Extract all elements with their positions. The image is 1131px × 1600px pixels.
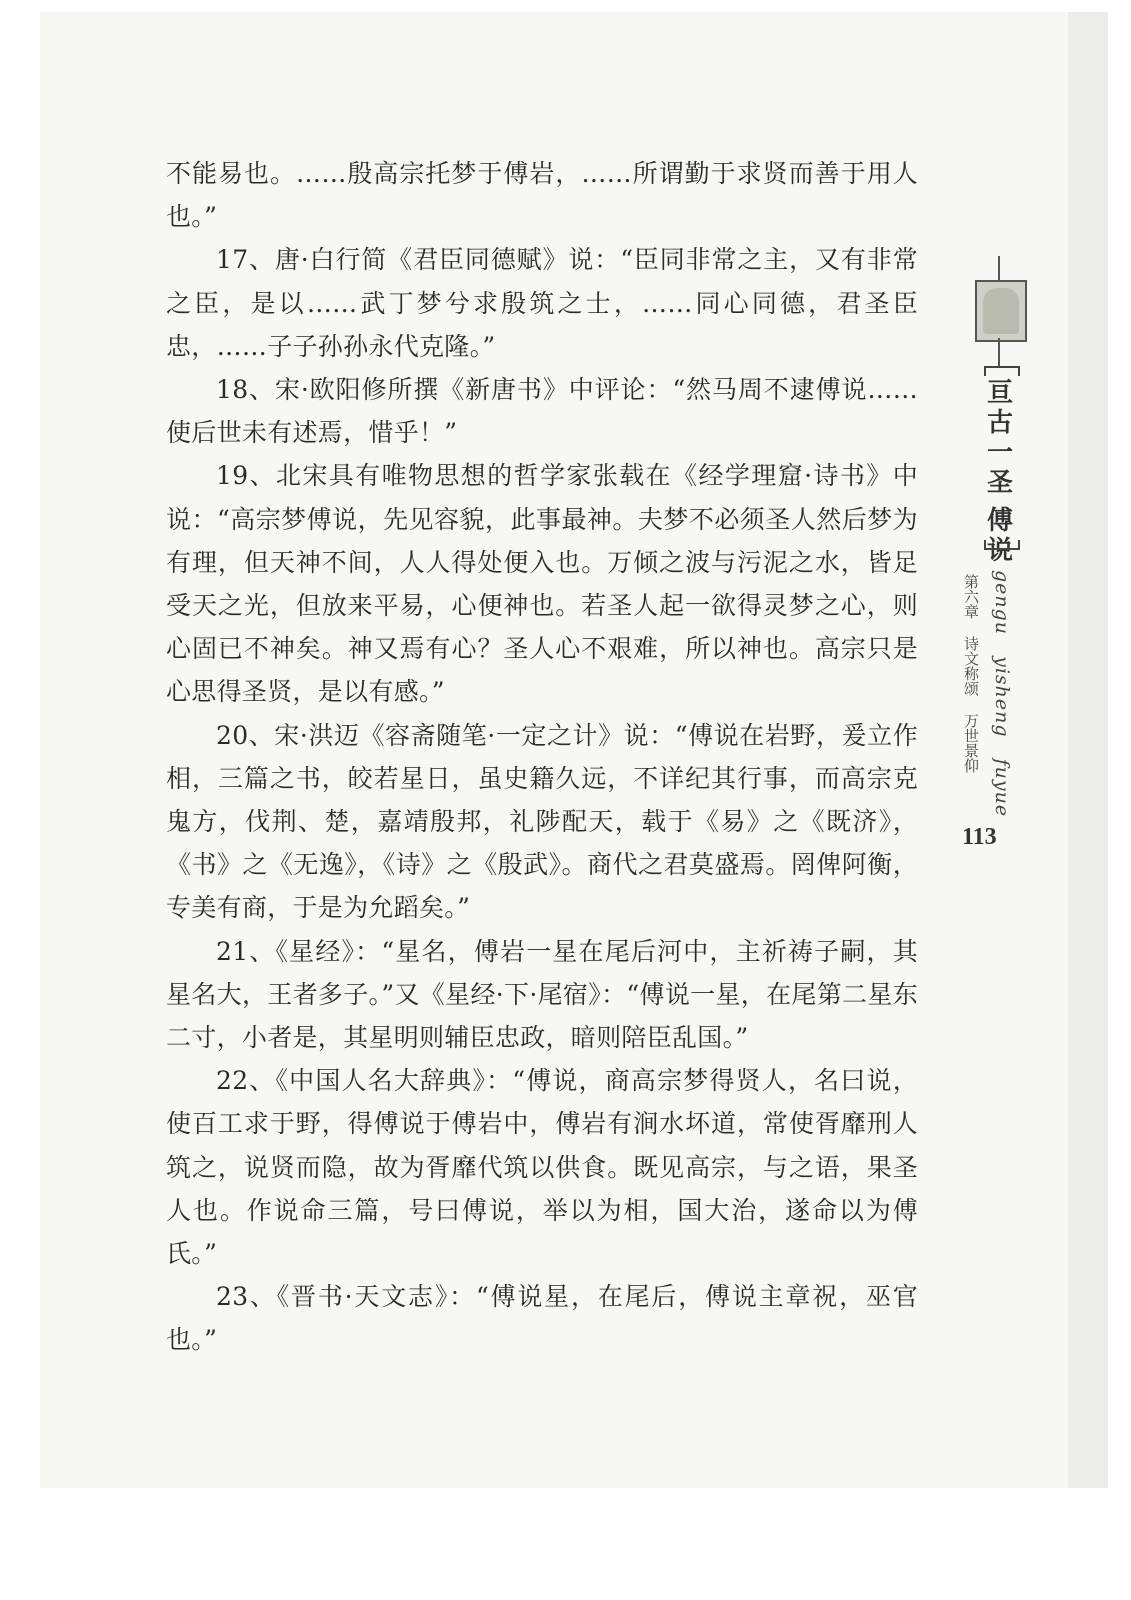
paragraph: 18、宋·欧阳修所撰《新唐书》中评论：“然马周不逮傅说……使后世未有述焉，惜乎！” xyxy=(166,375,918,448)
page-edge xyxy=(1068,12,1108,1488)
author-portrait xyxy=(975,280,1027,342)
pinyin-word: gengu xyxy=(991,570,1013,636)
paragraph: 23、《晋书·天文志》：“傅说星，在尾后，傅说主章祝，巫官也。” xyxy=(166,1282,918,1355)
title-bracket-bottom xyxy=(984,540,1020,550)
pinyin-word: fuyue xyxy=(991,758,1013,818)
paragraph: 17、唐·白行简《君臣同德赋》说：“臣同非常之主，又有非常之臣，是以……武丁梦兮求殷筑之士，……同心同德，君圣臣忠，……子子孙孙永代克隆。” xyxy=(166,245,918,361)
paragraph: 21、《星经》：“星名，傅岩一星在尾后河中，主祈祷子嗣，其星名大，王者多子。”又《星经·下·尾宿》：“傅说一星，在尾第二星东二寸，小者是，其星明则辅臣忠政，暗则陪臣乱国。” xyxy=(166,936,918,1053)
title-bracket-top xyxy=(984,366,1020,376)
title-char: 说 xyxy=(986,536,1013,566)
title-char: 傅 xyxy=(986,506,1013,536)
side-rule-top xyxy=(998,256,1000,280)
side-rule-middle xyxy=(998,338,1000,366)
book-title-vertical xyxy=(981,378,1019,566)
body-text xyxy=(166,152,918,1362)
title-pinyin xyxy=(991,570,1013,817)
title-char: 圣 xyxy=(986,468,1013,498)
chapter-label xyxy=(962,574,980,773)
chapter-number: 第六章 xyxy=(962,574,980,619)
pinyin-word: yisheng xyxy=(991,656,1013,738)
paragraph: 不能易也。……殷高宗托梦于傅岩，……所谓勤于求贤而善于用人也。” xyxy=(166,159,918,232)
chapter-title-part: 万世景仰 xyxy=(962,712,980,773)
paragraph: 20、宋·洪迈《容斋随笔·一定之计》说：“傅说在岩野，爰立作相，三篇之书，皎若星日，虽史籍久远，不详纪其行事，而高宗克鬼方，伐荆、楚，嘉靖殷邦，礼陟配天，载于《易》之《既济》，《书》之《无逸》，《诗》之《殷武》。商代之君莫盛焉。罔俾阿衡，专美有商，于是为允蹈矣。” xyxy=(166,720,918,923)
paragraph: 19、北宋具有唯物思想的哲学家张载在《经学理窟·诗书》中说：“高宗梦傅说，先见容貌，此事最神。夫梦不必须圣人然后梦为有理，但天神不间，人人得处便入也。万倾之波与污泥之水，皆足受天之光，但放来平易，心便神也。若圣人起一欲得灵梦之心，则心固已不神矣。神又焉有心？圣人心不艰难，所以神也。高宗只是心思得圣贤，是以有感。” xyxy=(166,461,918,707)
page-number: 113 xyxy=(962,824,997,850)
title-char: 一 xyxy=(986,438,1013,468)
title-char: 古 xyxy=(986,408,1013,438)
title-char: 亘 xyxy=(986,378,1013,408)
chapter-title-part: 诗文称颂 xyxy=(962,635,980,696)
paragraph: 22、《中国人名大辞典》：“傅说，商高宗梦得贤人，名曰说，使百工求于野，得傅说于傅岩中，傅岩有涧水坏道，常使胥靡刑人筑之，说贤而隐，故为胥靡代筑以供食。既见高宗，与之语，果圣人也。作说命三篇，号曰傅说，举以为相，国大治，遂命以为傅氏。” xyxy=(166,1066,918,1269)
